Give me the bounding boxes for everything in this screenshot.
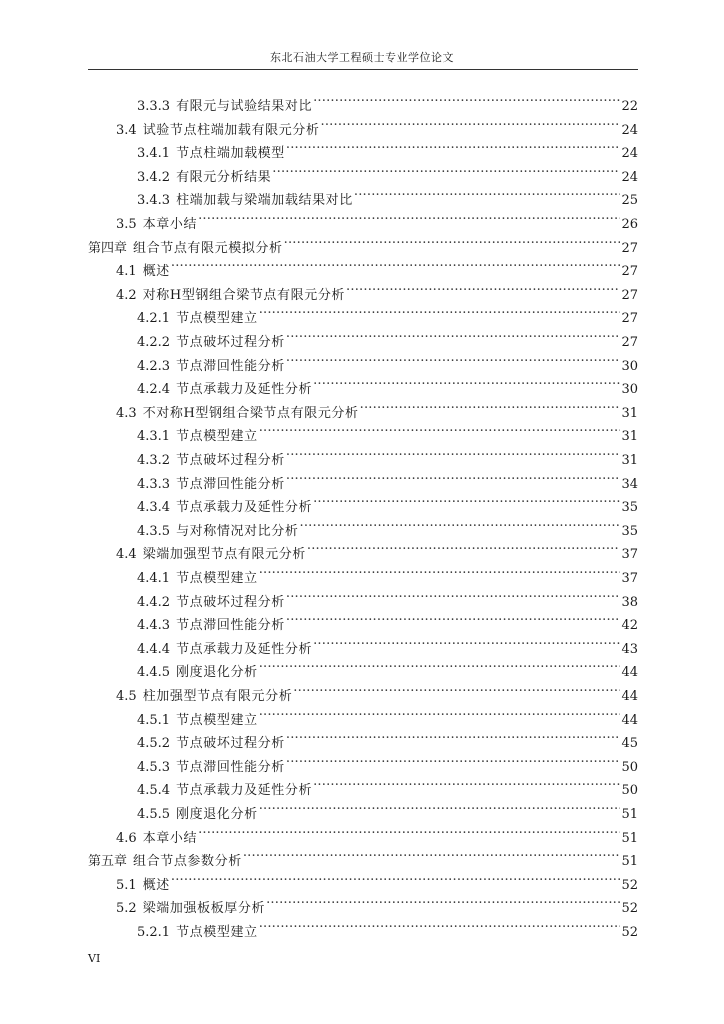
toc-entry[interactable] [137, 558, 638, 586]
toc-entry-title: 节点破坏过程分析 [176, 595, 285, 610]
toc-entry-title: 对称H型钢组合梁节点有限元分析 [142, 288, 346, 303]
toc-entry-page: 31 [621, 429, 638, 444]
toc-entry-title: 节点滞回性能分析 [176, 477, 285, 492]
toc-entry-page: 27 [621, 335, 638, 350]
toc-entry-number: 4.4.3 [137, 618, 171, 633]
toc-entry-page: 27 [621, 241, 638, 256]
toc-dot-leader [313, 629, 620, 653]
toc-entry-number: 4.2 [116, 288, 137, 303]
toc-entry-page: 44 [621, 713, 638, 728]
toc-dot-leader [259, 298, 621, 322]
running-header: 东北石油大学工程硕士专业学位论文 [270, 51, 454, 64]
toc-dot-leader [286, 582, 621, 606]
toc-entry[interactable] [116, 393, 638, 421]
toc-dot-leader [243, 841, 621, 865]
toc-entry-page: 44 [621, 689, 638, 704]
toc-entry-title: 本章小结 [142, 831, 198, 846]
toc-entry-number: 4.2.1 [137, 311, 171, 326]
toc-dot-leader [313, 770, 620, 794]
toc-entry-number: 3.4 [116, 123, 137, 138]
toc-entry-title: 节点模型建立 [176, 713, 258, 728]
toc-dot-leader [299, 511, 620, 535]
toc-entry-number: 4.3.5 [137, 524, 171, 539]
toc-entry[interactable] [137, 652, 638, 680]
toc-entry[interactable] [137, 416, 638, 444]
toc-entry-number: 4.1 [116, 264, 137, 279]
toc-entry[interactable] [137, 180, 638, 208]
toc-entry-number: 4.4 [116, 547, 137, 562]
toc-dot-leader [171, 865, 621, 889]
toc-entry-number: 4.5.2 [137, 736, 171, 751]
toc-dot-leader [198, 204, 620, 228]
toc-entry-page: 22 [621, 99, 638, 114]
toc-entry-page: 37 [621, 547, 638, 562]
toc-entry-number: 第四章 [88, 241, 128, 256]
toc-dot-leader [259, 700, 621, 724]
toc-dot-leader [259, 794, 621, 818]
toc-entry-page: 52 [621, 878, 638, 893]
toc-entry-title: 节点滞回性能分析 [176, 618, 285, 633]
toc-entry-number: 4.3 [116, 406, 137, 421]
toc-entry-page: 51 [621, 854, 638, 869]
toc-entry-number: 5.2.1 [137, 925, 171, 940]
toc-entry[interactable] [137, 912, 638, 940]
toc-entry-page: 37 [621, 571, 638, 586]
toc-entry-title: 与对称情况对比分析 [176, 524, 299, 539]
toc-entry-page: 45 [621, 736, 638, 751]
toc-entry-title: 概述 [142, 264, 170, 279]
toc-entry-number: 4.5 [116, 689, 137, 704]
toc-entry[interactable] [137, 86, 638, 114]
toc-dot-leader [286, 440, 621, 464]
toc-entry[interactable] [116, 275, 638, 303]
toc-entry-number: 4.5.4 [137, 783, 171, 798]
toc-dot-leader [307, 534, 621, 558]
toc-entry-page: 38 [621, 595, 638, 610]
toc-entry-title: 有限元分析结果 [176, 170, 272, 185]
toc-entry-title: 节点模型建立 [176, 925, 258, 940]
toc-entry-page: 34 [621, 477, 638, 492]
toc-entry-page: 51 [621, 807, 638, 822]
toc-entry[interactable] [137, 770, 638, 798]
toc-entry-title: 节点承载力及延性分析 [176, 642, 313, 657]
toc-dot-leader [354, 180, 621, 204]
toc-entry-page: 35 [621, 524, 638, 539]
toc-dot-leader [286, 346, 621, 370]
toc-entry-number: 4.4.5 [137, 665, 171, 680]
toc-entry-page: 50 [621, 760, 638, 775]
toc-entry-title: 节点承载力及延性分析 [176, 783, 313, 798]
toc-entry[interactable] [116, 251, 638, 279]
toc-entry-number: 4.6 [116, 831, 137, 846]
toc-entry-number: 3.3.3 [137, 99, 171, 114]
toc-entry-title: 本章小结 [142, 217, 198, 232]
toc-entry[interactable] [137, 322, 638, 350]
toc-entry[interactable] [116, 204, 638, 232]
toc-entry-title: 节点破坏过程分析 [176, 736, 285, 751]
toc-entry-number: 4.2.3 [137, 359, 171, 374]
page-number: VI [88, 952, 101, 965]
toc-entry-page: 43 [621, 642, 638, 657]
toc-entry-page: 25 [621, 193, 638, 208]
toc-entry-title: 组合节点有限元模拟分析 [133, 241, 283, 256]
toc-entry[interactable] [137, 464, 638, 492]
toc-dot-leader [286, 464, 621, 488]
toc-dot-leader [286, 605, 621, 629]
toc-entry-page: 50 [621, 783, 638, 798]
header-rule [88, 69, 638, 70]
toc-entry-number: 5.1 [116, 878, 137, 893]
toc-entry-title: 节点承载力及延性分析 [176, 382, 313, 397]
toc-entry-number: 5.2 [116, 901, 137, 916]
toc-entry[interactable] [137, 794, 638, 822]
toc-entry-title: 有限元与试验结果对比 [176, 99, 313, 114]
toc-entry-title: 节点滞回性能分析 [176, 359, 285, 374]
toc-entry-page: 31 [621, 453, 638, 468]
toc-entry[interactable] [137, 346, 638, 374]
toc-entry-number: 4.5.5 [137, 807, 171, 822]
toc-entry-number: 4.2.4 [137, 382, 171, 397]
toc-dot-leader [272, 157, 620, 181]
toc-entry-title: 柱端加载与梁端加载结果对比 [176, 193, 353, 208]
toc-dot-leader [259, 912, 621, 936]
toc-entry-number: 4.4.1 [137, 571, 171, 586]
toc-dot-leader [286, 723, 621, 747]
toc-entry-page: 24 [621, 123, 638, 138]
toc-entry-title: 节点滞回性能分析 [176, 760, 285, 775]
toc-entry-page: 27 [621, 311, 638, 326]
toc-entry-number: 4.2.2 [137, 335, 171, 350]
toc-entry-page: 30 [621, 382, 638, 397]
toc-entry-page: 52 [621, 925, 638, 940]
toc-entry-title: 梁端加强板板厚分析 [142, 901, 266, 916]
toc-dot-leader [321, 110, 621, 134]
toc-entry-page: 52 [621, 901, 638, 916]
toc-entry-number: 4.3.1 [137, 429, 171, 444]
toc-dot-leader [293, 676, 620, 700]
toc-entry-title: 节点模型建立 [176, 429, 258, 444]
toc-entry[interactable] [116, 110, 638, 138]
toc-entry-number: 4.3.4 [137, 500, 171, 515]
toc-entry[interactable] [137, 747, 638, 775]
toc-entry[interactable] [116, 534, 638, 562]
toc-entry-title: 节点破坏过程分析 [176, 335, 285, 350]
toc-dot-leader [286, 133, 621, 157]
toc-entry[interactable] [137, 298, 638, 326]
toc-entry[interactable] [116, 676, 638, 704]
toc-dot-leader [286, 747, 621, 771]
toc-entry-title: 概述 [142, 878, 170, 893]
toc-entry-number: 3.5 [116, 217, 137, 232]
toc-entry-page: 24 [621, 170, 638, 185]
toc-entry-page: 26 [621, 217, 638, 232]
toc-entry-page: 31 [621, 406, 638, 421]
toc-dot-leader [346, 275, 620, 299]
toc-dot-leader [284, 228, 621, 252]
toc-entry[interactable] [137, 487, 638, 515]
toc-entry[interactable] [137, 629, 638, 657]
toc-entry[interactable] [88, 841, 638, 869]
toc-entry[interactable] [137, 723, 638, 751]
toc-entry-number: 3.4.3 [137, 193, 171, 208]
toc-dot-leader [286, 322, 621, 346]
toc-entry[interactable] [137, 157, 638, 185]
toc-entry-title: 梁端加强型节点有限元分析 [142, 547, 306, 562]
toc-entry-page: 51 [621, 831, 638, 846]
toc-entry[interactable] [116, 888, 638, 916]
toc-entry-title: 不对称H型钢组合梁节点有限元分析 [142, 406, 359, 421]
toc-entry-title: 柱加强型节点有限元分析 [142, 689, 293, 704]
toc-entry-number: 第五章 [88, 854, 128, 869]
toc-dot-leader [313, 369, 620, 393]
toc-entry[interactable] [116, 865, 638, 893]
toc-entry-page: 24 [621, 146, 638, 161]
toc-entry-page: 42 [621, 618, 638, 633]
toc-entry-title: 节点模型建立 [176, 311, 258, 326]
toc-entry[interactable] [137, 700, 638, 728]
toc-dot-leader [313, 487, 620, 511]
toc-dot-leader [171, 251, 621, 275]
toc-entry-number: 4.5.3 [137, 760, 171, 775]
toc-dot-leader [198, 818, 620, 842]
toc-entry-number: 4.5.1 [137, 713, 171, 728]
toc-entry-title: 节点柱端加载模型 [176, 146, 285, 161]
toc-dot-leader [266, 888, 620, 912]
toc-entry-title: 刚度退化分析 [176, 807, 258, 822]
toc-entry-page: 27 [621, 288, 638, 303]
toc-entry-page: 44 [621, 665, 638, 680]
toc-dot-leader [313, 86, 620, 110]
toc-entry-number: 4.3.3 [137, 477, 171, 492]
toc-entry-title: 刚度退化分析 [176, 665, 258, 680]
toc-entry[interactable] [137, 133, 638, 161]
toc-entry-title: 试验节点柱端加载有限元分析 [142, 123, 320, 138]
toc-dot-leader [360, 393, 621, 417]
toc-entry[interactable] [137, 369, 638, 397]
toc-entry-page: 30 [621, 359, 638, 374]
toc-dot-leader [259, 558, 621, 582]
toc-entry-number: 4.3.2 [137, 453, 171, 468]
toc-entry-title: 节点破坏过程分析 [176, 453, 285, 468]
toc-dot-leader [259, 652, 621, 676]
toc-entry[interactable] [137, 511, 638, 539]
toc-entry-title: 节点承载力及延性分析 [176, 500, 313, 515]
toc-entry-number: 4.4.2 [137, 595, 171, 610]
toc-dot-leader [259, 416, 621, 440]
toc-entry[interactable] [88, 228, 638, 256]
toc-entry-title: 组合节点参数分析 [133, 854, 242, 869]
toc-entry-page: 27 [621, 264, 638, 279]
toc-entry-title: 节点模型建立 [176, 571, 258, 586]
toc-entry[interactable] [137, 440, 638, 468]
toc-entry-page: 35 [621, 500, 638, 515]
toc-entry[interactable] [116, 818, 638, 846]
toc-entry-number: 4.4.4 [137, 642, 171, 657]
toc-entry-number: 3.4.1 [137, 146, 171, 161]
toc-entry[interactable] [137, 605, 638, 633]
toc-entry-number: 3.4.2 [137, 170, 171, 185]
toc-entry[interactable] [137, 582, 638, 610]
